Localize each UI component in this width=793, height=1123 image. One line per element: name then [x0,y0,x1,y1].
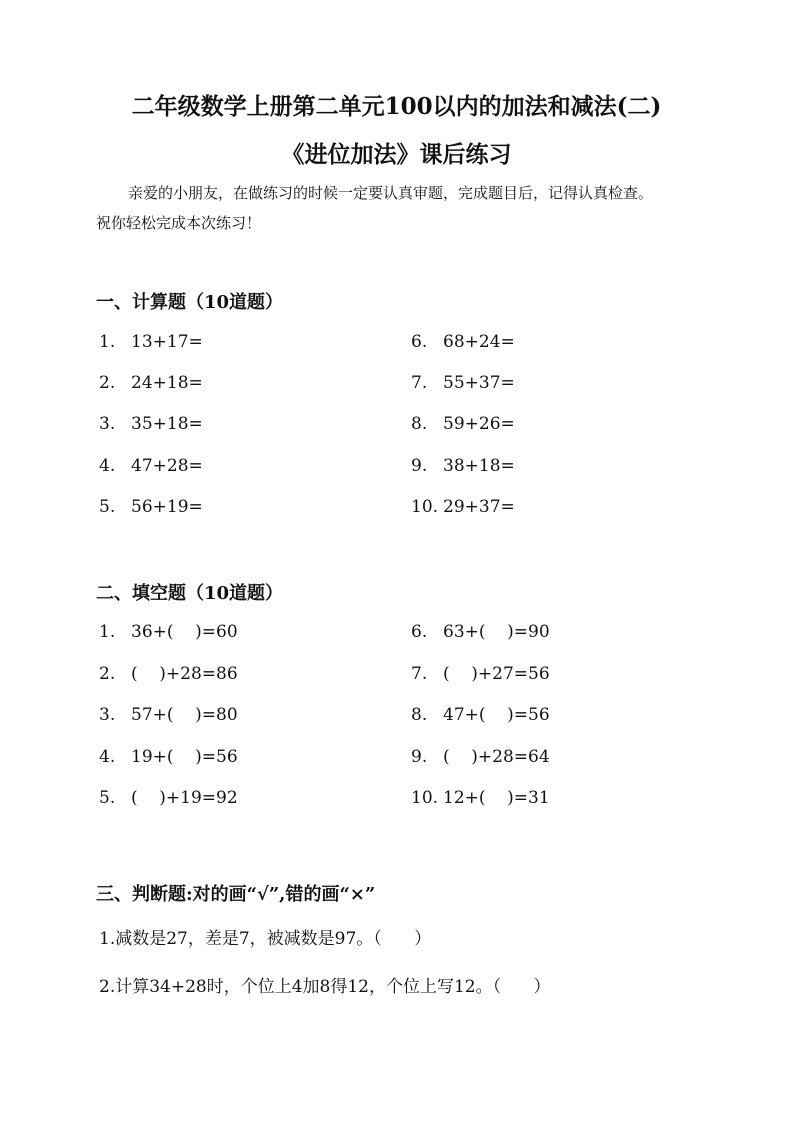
fill-item: 1. 36+( )=60 [99,622,238,642]
fill-item: 2. ( )+28=86 [99,664,238,684]
fill-item: 3. 57+( )=80 [99,705,238,725]
fill-item: 4. 19+( )=56 [99,747,238,767]
fill-item: 9. ( )+28=64 [411,747,550,767]
intro-line-2: 祝你轻松完成本次练习！ [96,214,262,232]
section-3-heading: 三、判断题:对的画“√”,错的画“×” [96,884,376,905]
calc-item: 2. 24+18= [99,373,203,393]
fill-item: 8. 47+( )=56 [411,705,550,725]
calc-item: 10. 29+37= [411,497,515,517]
fill-item: 5. ( )+19=92 [99,788,238,808]
calc-item: 9. 38+18= [411,456,515,476]
judge-item: 2.计算34+28时，个位上4加8得12，个位上写12。（ ） [99,977,551,997]
intro-line-1: 亲爱的小朋友，在做练习的时候一定要认真审题，完成题目后，记得认真检查。 [128,184,654,202]
section-1-heading: 一、计算题（10道题） [96,292,284,313]
section-2-heading: 二、填空题（10道题） [96,583,284,604]
calc-item: 1. 13+17= [99,332,203,352]
calc-item: 7. 55+37= [411,373,515,393]
calc-item: 5. 56+19= [99,497,203,517]
fill-item: 7. ( )+27=56 [411,664,550,684]
fill-item: 6. 63+( )=90 [411,622,550,642]
calc-item: 4. 47+28= [99,456,203,476]
calc-item: 6. 68+24= [411,332,515,352]
judge-item: 1.减数是27，差是7，被减数是97。（ ） [99,929,432,949]
calc-item: 8. 59+26= [411,414,515,434]
fill-item: 10. 12+( )=31 [411,788,550,808]
title-line-1: 二年级数学上册第二单元100以内的加法和减法(二) [131,93,662,120]
title-line-2: 《进位加法》课后练习 [281,141,512,168]
calc-item: 3. 35+18= [99,414,203,434]
